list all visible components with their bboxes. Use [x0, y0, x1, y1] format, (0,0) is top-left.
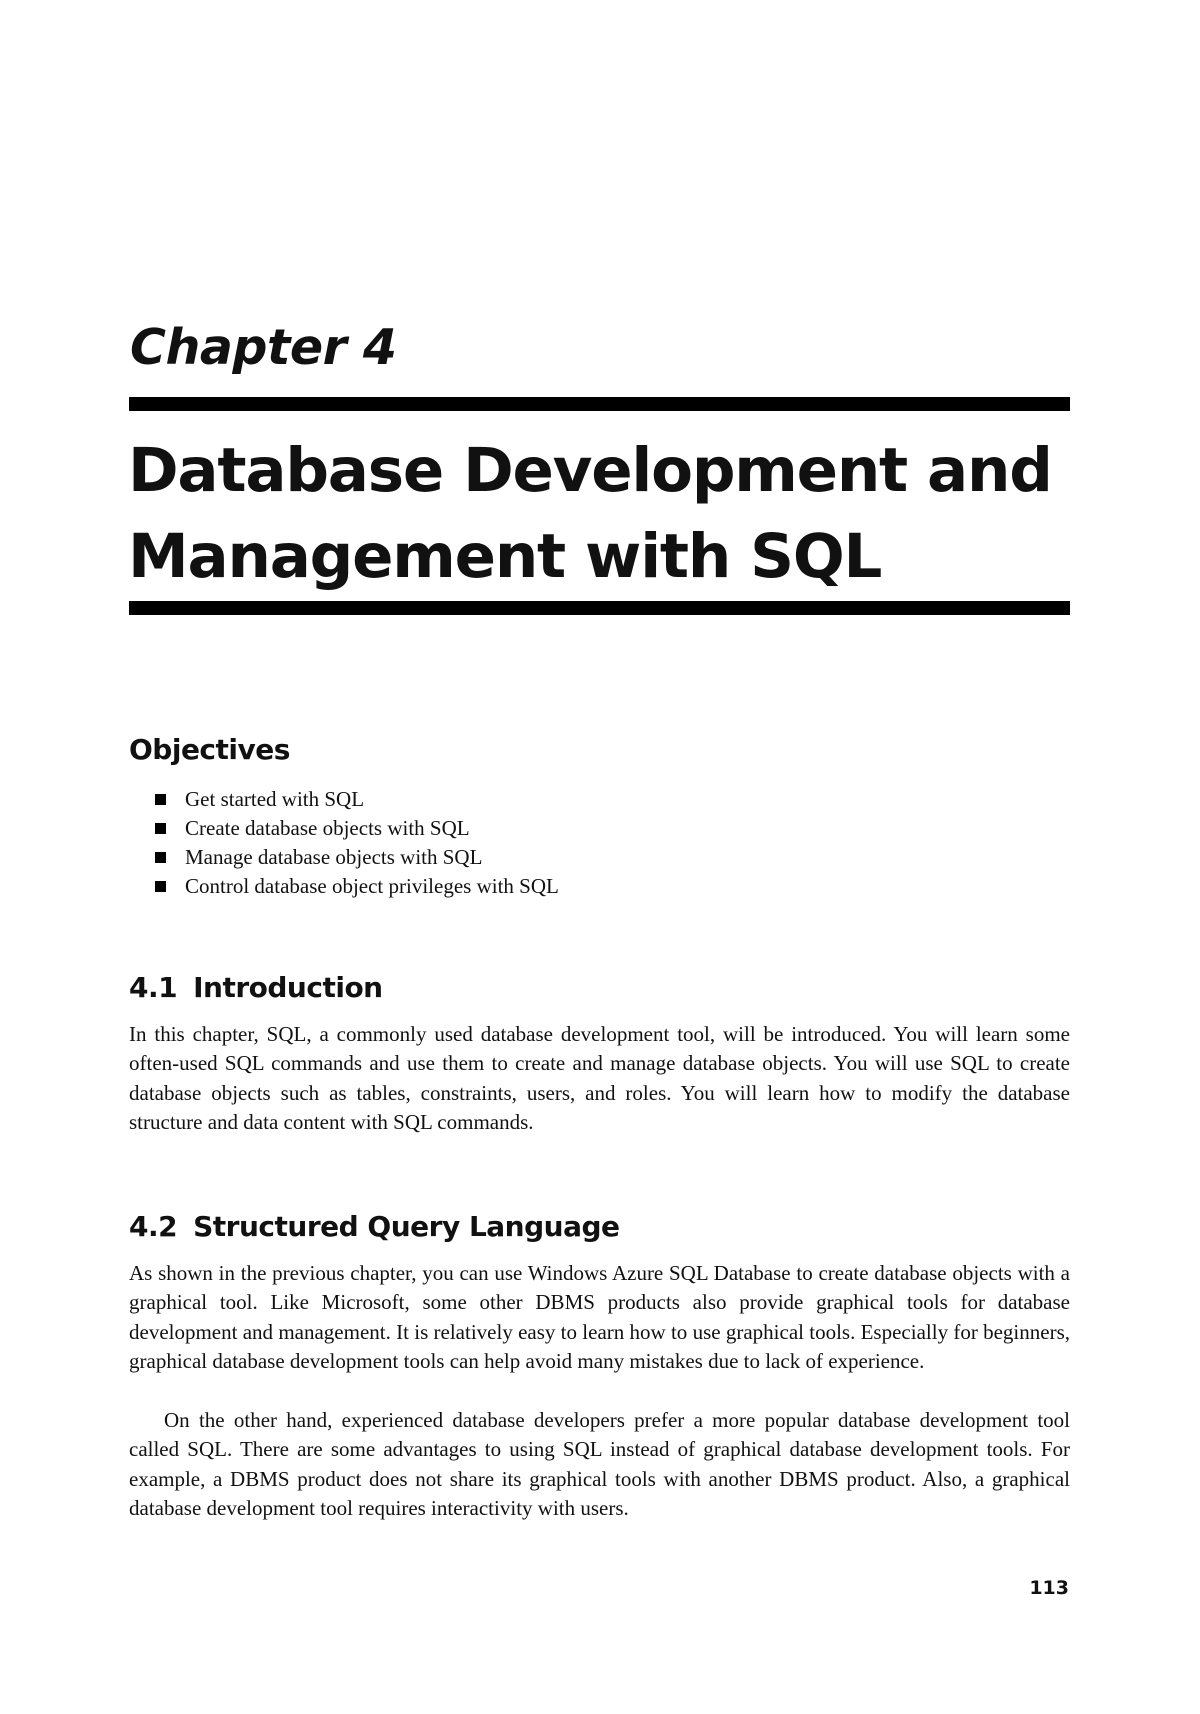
square-bullet-icon: [155, 881, 166, 892]
square-bullet-icon: [155, 794, 166, 805]
chapter-title-bottom-rule: [129, 601, 1070, 615]
objectives-heading: Objectives: [129, 733, 290, 766]
objectives-list: [155, 785, 559, 901]
section-title: Structured Query Language: [193, 1210, 620, 1243]
section-heading-structured-query-language: [129, 1209, 620, 1245]
objective-text: Manage database objects with SQL: [185, 845, 483, 869]
square-bullet-icon: [155, 852, 166, 863]
objective-item: [155, 785, 559, 814]
objective-item: [155, 872, 559, 901]
chapter-title-top-rule: [129, 397, 1070, 411]
objective-item: [155, 814, 559, 843]
objective-text: Control database object privileges with SQL: [185, 874, 559, 898]
section-heading-introduction: [129, 970, 383, 1006]
sql-paragraph-2: On the other hand, experienced database developers prefer a more popular database development tool called SQL. There are some advantages to using SQL instead of graphical database development tools. For example, a DBMS product does not share its graphical tools with another DBMS product. Also, a graphical database development tool requires interactivity with users.: [129, 1408, 1070, 1520]
chapter-title: Database Development and Management with SQL: [128, 435, 1052, 592]
section-number: 4.2: [129, 1210, 178, 1243]
objective-item: [155, 843, 559, 872]
square-bullet-icon: [155, 823, 166, 834]
introduction-paragraph: In this chapter, SQL, a commonly used database development tool, will be introduced. You will learn some often-used SQL commands and use them to create and manage database objects. You will use SQL to create database objects such as tables, constraints, users, and roles. You will learn how to modify the database structure and data content with SQL commands.: [129, 1022, 1070, 1134]
section-title: Introduction: [193, 971, 383, 1004]
sql-paragraph-1: As shown in the previous chapter, you can use Windows Azure SQL Database to create database objects with a graphical tool. Like Microsoft, some other DBMS products also provide graphical tools for database development and management. It is relatively easy to learn how to use graphical tools. Especially for beginners, graphical database development tools can help avoid many mistakes due to lack of experience.: [129, 1261, 1070, 1373]
objective-text: Get started with SQL: [185, 787, 365, 811]
chapter-label: Chapter 4: [130, 319, 397, 376]
page-number: 113: [1029, 1577, 1069, 1599]
objective-text: Create database objects with SQL: [185, 816, 470, 840]
section-number: 4.1: [129, 971, 178, 1004]
